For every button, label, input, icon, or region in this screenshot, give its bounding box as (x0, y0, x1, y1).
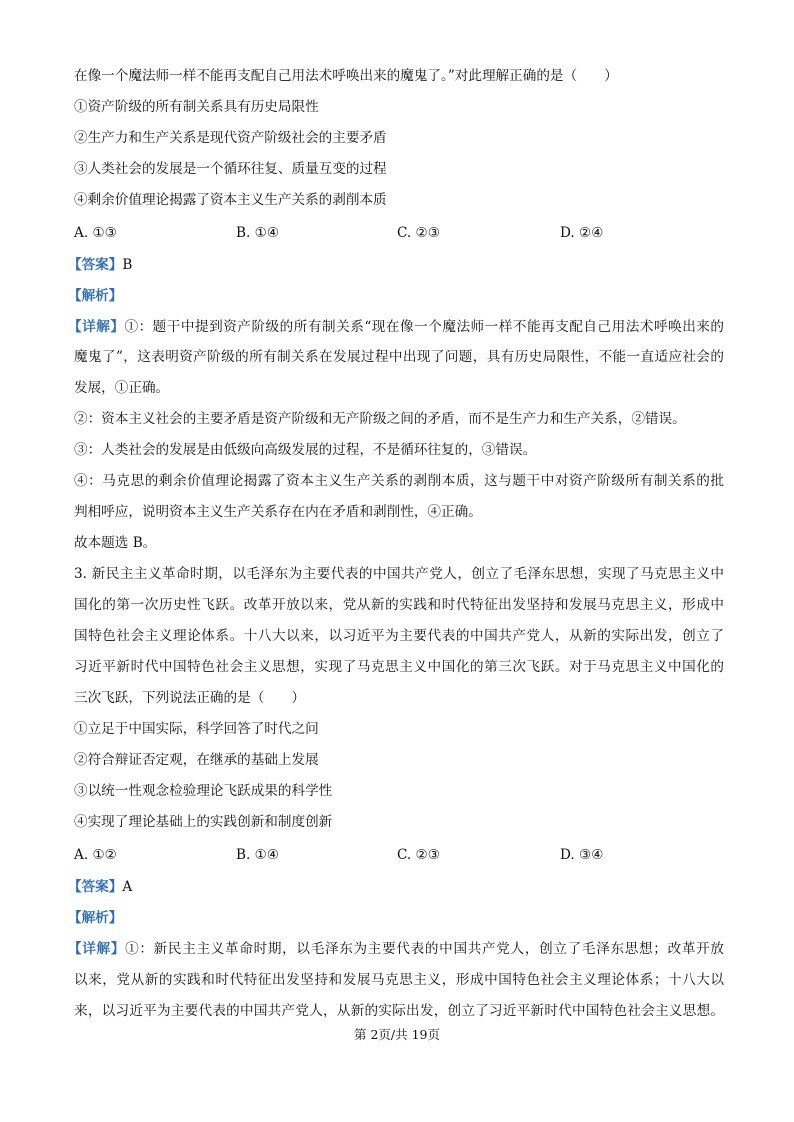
q2-option-a: A. ①③ (74, 225, 117, 241)
q3-detail-text-1: ①：新民主主义革命时期，以毛泽东为主要代表的中国共产党人，创立了毛泽东思想；改革开放 (125, 941, 725, 957)
q2-statement-3: ③人类社会的发展是一个循环往复、质量互变的过程 (74, 161, 387, 177)
q3-option-c: C. ②③ (397, 847, 440, 863)
q3-detail-tag: 【详解】 (68, 941, 126, 957)
q3-statement-1: ①立足于中国实际，科学回答了时代之问 (74, 721, 319, 737)
q2-detail-line-3: 发展，①正确。 (74, 380, 170, 396)
q2-conclusion: 故本题选 B。 (74, 535, 157, 551)
q2-detail-line-4: ②：资本主义社会的主要矛盾是资产阶级和无产阶级之间的矛盾，而不是生产力和生产关系，②错误。 (74, 411, 686, 427)
q2-detail-text-1: ①：题干中提到资产阶级的所有制关系“现在像一个魔法师一样不能再支配自己用法术呼唤出来的 (124, 319, 725, 335)
q2-detail-line-6: ④：马克思的剩余价值理论揭露了资本主义生产关系的剥削本质，这与题干中对资产阶级所有制关系的批 (74, 473, 724, 489)
q2-option-c: C. ②③ (397, 225, 440, 241)
q3-option-a: A. ①② (74, 847, 117, 863)
q2-answer (68, 255, 724, 275)
q2-detail-line-7: 判相呼应，说明资本主义生产关系存在内在矛盾和剥削性，④正确。 (74, 504, 482, 520)
q3-analysis-label: 【解析】 (68, 910, 123, 926)
q3-answer-tag: 【答案】 (68, 879, 123, 895)
q2-detail-line-5: ③：人类社会的发展是由低级向高级发展的过程，不是循环往复的，③错误。 (74, 442, 537, 458)
q3-analysis-tag (68, 908, 724, 928)
q3-detail-line-3: 来，以习近平为主要代表的中国共产党人，从新的实际出发，创立了习近平新时代中国特色社会主义思想。 (74, 1003, 724, 1019)
q2-detail-line-1 (68, 317, 724, 337)
q2-answer-value: B (122, 257, 133, 273)
q2-detail-tag: 【详解】 (68, 319, 125, 335)
q3-stem-line-2: 国化的第一次历史性飞跃。改革开放以来，党从新的实践和时代特征出发坚持和发展马克思主义，形成中 (74, 597, 724, 613)
q3-detail-line-1 (68, 939, 724, 959)
q3-stem-line-5: 三次飞跃，下列说法正确的是（ ） (74, 690, 306, 706)
q3-detail-line-2: 以来，党从新的实践和时代特征出发坚持和发展马克思主义，形成中国特色社会主义理论体系；十八大以 (74, 972, 724, 988)
q2-statement-2: ②生产力和生产关系是现代资产阶级社会的主要矛盾 (74, 130, 387, 146)
q2-stem-end: 在像一个魔法师一样不能再支配自己用法术呼唤出来的魔鬼了。”对此理解正确的是（ ） (74, 68, 618, 84)
q3-answer (68, 877, 724, 897)
q2-analysis-tag (68, 286, 724, 306)
q2-analysis-label: 【解析】 (68, 288, 123, 304)
q3-answer-value: A (122, 879, 133, 895)
q3-stem-line-3: 国特色社会主义理论体系。十八大以来，以习近平为主要代表的中国共产党人，从新的实际出发，创立了 (74, 628, 724, 644)
q3-statement-2: ②符合辩证否定观，在继承的基础上发展 (74, 752, 319, 768)
page-number-footer: 第 2页/共 19页 (353, 1027, 441, 1042)
q2-statement-4: ④剩余价值理论揭露了资本主义生产关系的剥削本质 (74, 192, 387, 208)
q3-stem-line-4: 习近平新时代中国特色社会主义思想，实现了马克思主义中国化的第三次飞跃。对于马克思主义中国化的 (74, 659, 724, 675)
q2-option-d: D. ②④ (560, 225, 604, 241)
q3-option-b: B. ①④ (236, 847, 280, 863)
q2-detail-line-2: 魔鬼了”，这表明资产阶级的所有制关系在发展过程中出现了问题，具有历史局限性，不能一直适应社会的 (74, 349, 724, 365)
q2-option-b: B. ①④ (236, 225, 280, 241)
q3-statement-3: ③以统一性观念检验理论飞跃成果的科学性 (74, 783, 333, 799)
q2-answer-tag: 【答案】 (68, 257, 123, 273)
q3-stem-line-1: 3. 新民主主义革命时期，以毛泽东为主要代表的中国共产党人，创立了毛泽东思想，实现了马克思主义中 (74, 566, 724, 582)
q2-statement-1: ①资产阶级的所有制关系具有历史局限性 (74, 99, 319, 115)
q3-option-d: D. ③④ (560, 847, 604, 863)
q3-statement-4: ④实现了理论基础上的实践创新和制度创新 (74, 814, 333, 830)
